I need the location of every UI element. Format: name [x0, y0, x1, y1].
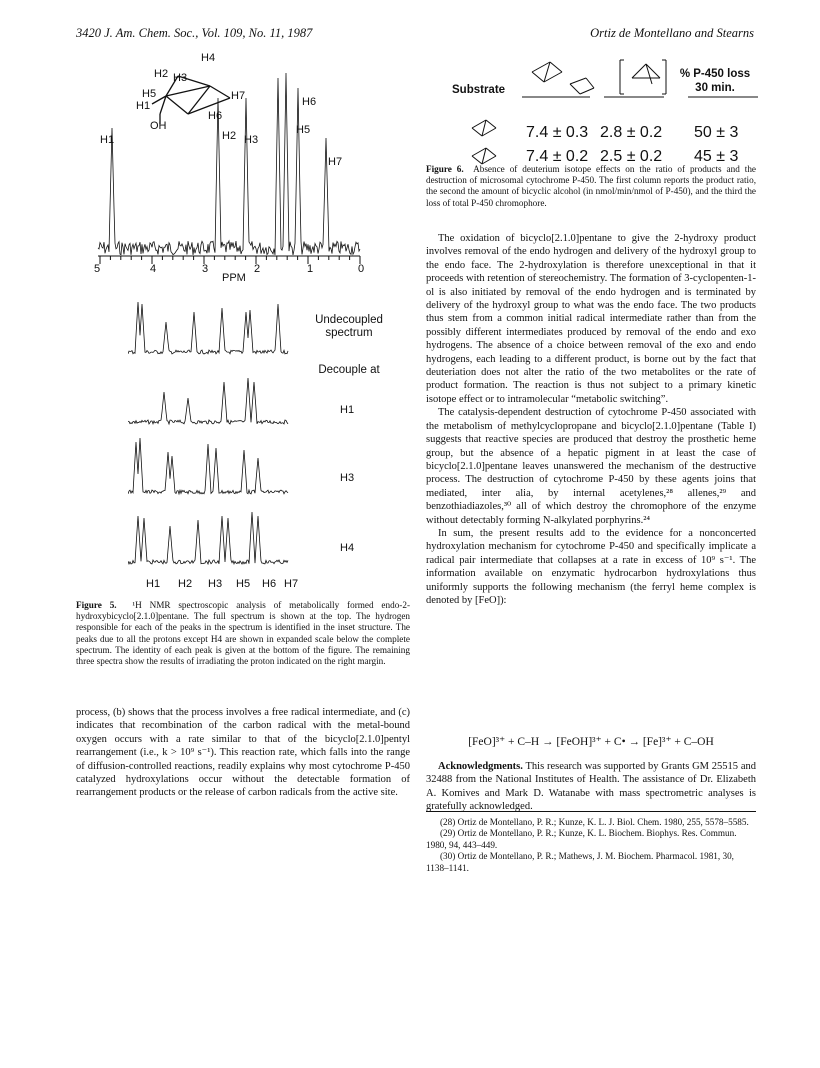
bottom-label-h7: H7	[284, 578, 299, 590]
table-header-structures	[520, 54, 670, 98]
running-header-left: 3420 J. Am. Chem. Soc., Vol. 109, No. 11, 1987	[76, 26, 313, 40]
peak-label-h5: H5	[296, 124, 311, 136]
panel-label-h3: H3	[340, 472, 355, 484]
table-header-rules	[520, 96, 760, 100]
figure-6-table	[450, 52, 756, 172]
axis-tick-4: 4	[150, 263, 157, 275]
axis-tick-2: 2	[254, 263, 261, 275]
acknowledgments	[426, 760, 756, 814]
figure-5-caption	[76, 600, 410, 667]
figure-5-caption-text: ¹H NMR spectroscopic analysis of metabolically formed endo-2-hydroxybicyclo[2.1.0]pentane. The full spectrum is shown at the top. The hydrogen responsible for each of the peaks in the spectrum is identified in the inset structure. The peaks due to all the protons except H4 are shown in expanded scale below the complete spectrum. The identity of each peak is given at the bottom of the figure. The remaining three spectra show the results of irradiating the proton indicated on the right margin.	[76, 600, 411, 667]
row2-ratio: 7.4 ± 0.2	[526, 148, 589, 165]
peak-label-h1: H1	[100, 134, 115, 146]
figure-6-label: Figure 6.	[426, 164, 464, 174]
bottom-label-h5: H5	[236, 578, 251, 590]
axis-tick-5: 5	[94, 263, 101, 275]
table-header-time: 30 min.	[695, 82, 735, 94]
bottom-label-h3: H3	[208, 578, 223, 590]
peak-label-h2: H2	[222, 130, 237, 142]
table-substrate-structures	[456, 112, 504, 172]
acknowledgments-heading: Acknowledgments.	[438, 761, 523, 772]
panel-label-h4: H4	[340, 542, 355, 554]
paragraph-oxidation: The oxidation of bicyclo[2.1.0]pentane to give the 2-hydroxy product involves removal of the endo hydrogen and delivery of the hydroxyl group to the endo face. The 2-hydroxylation is therefore unexceptional in that it proceeds with retention of stereochemistry. The formation of 3-cyclopenten-1-ol is also initiated by removal of the endo hydrogen and is terminated by delivery of the hydroxyl group to what was the endo face. The two products thus stem from a common initial radical intermediate rather than from the possibly different intermediates produced by removal of the endo and exo hydrogens. The absence of a choice between removal of the exo and endo hydrogens, each leading to a different product, is borne out by the fact that deuteriation does not alter the ratio of the two metabolites or the rate of product formation. The reaction is thus not subject to a primary kinetic isotope effect or to intramolecular “metabolic switching”.	[426, 233, 756, 405]
running-header-right: Ortiz de Montellano and Stearns	[590, 26, 754, 40]
figure-6-caption	[426, 164, 756, 209]
bottom-label-h1: H1	[146, 578, 161, 590]
panel-label-decouple-at: Decouple at	[318, 364, 380, 376]
panel-label-h1: H1	[340, 404, 355, 416]
references	[426, 817, 756, 874]
axis-tick-1: 1	[307, 263, 314, 275]
figure-6-caption-text: Absence of deuterium isotope effects on the ratio of products and the destruction of microsomal cytochrome P-450. The first column reports the product ratio, the second the amount of bicyclic alcohol (in nmol/min/nmol of P-450), and the third the loss of total P-450 chromophore.	[426, 164, 756, 208]
figure-5	[78, 52, 408, 612]
bottom-label-h2: H2	[178, 578, 193, 590]
full-nmr-spectrum	[78, 52, 408, 292]
struct-label-h2: H2	[154, 68, 169, 80]
bottom-label-h6: H6	[262, 578, 277, 590]
figure-5-label: Figure 5.	[76, 600, 117, 610]
struct-label-oh: OH	[150, 120, 167, 132]
row2-alcohol: 2.5 ± 0.2	[600, 148, 663, 165]
table-header-p450-loss: % P-450 loss	[679, 68, 751, 80]
paragraph-destruction: The catalysis-dependent destruction of cytochrome P-450 associated with the metabolism of methylcyclopropane and bicyclo[2.1.0]pentane (Table I) suggests that reactive species are produced that destroy the prosthetic heme group, but the absence of a hepatic pigment in at least the case of bicyclo[2.1.0]pentane leaves unanswered the mechanism of the destructive process. The destruction of cytochrome P-450 by these agents joins that mediated, inter alia, by internal acetylenes,²⁸ allenes,²⁹ and benzothiadiazoles,³⁰ all of which destroy the chromophore of the enzyme without detectably forming N-alkylated porphyrins.²⁴	[426, 407, 756, 526]
table-header-substrate: Substrate	[452, 84, 506, 96]
struct-label-h3: H3	[173, 72, 188, 84]
struct-label-h4: H4	[201, 52, 216, 64]
acknowledgments-text: This research was supported by Grants GM 25515 and 32488 from the National Institutes of Health. The assistance of Dr. Elizabeth A. Komives and Mark D. Watanabe with mass spectrometric analyses is gratefully acknowledged.	[426, 761, 756, 813]
row2-loss: 45 ± 3	[694, 148, 739, 165]
peak-label-h6: H6	[302, 96, 317, 108]
mechanism-equation: [FeO]³⁺ + C–H → [FeOH]³⁺ + C• → [Fe]³⁺ + C–OH	[468, 736, 714, 748]
references-rule	[426, 811, 756, 812]
paragraph-summary: In sum, the present results add to the evidence for a nonconcerted hydroxylation mechanism for cytochrome P-450 and specifically implicate a radical pair intermediate that collapses at a rate in excess of 10⁹ s⁻¹. The information available on enzymatic hydrocarbon hydroxylations thus uniformly supports the following mechanism (the ferryl heme complex is denoted by [FeO]):	[426, 527, 756, 606]
reference-30: (30) Ortiz de Montellano, P. R.; Mathews, J. M. Biochem. Pharmacol. 1981, 30, 1138–1141.	[426, 851, 734, 873]
struct-label-h5: H5	[142, 88, 157, 100]
reference-28: (28) Ortiz de Montellano, P. R.; Kunze, K. L. J. Biol. Chem. 1980, 255, 5578–5585.	[440, 817, 749, 827]
struct-label-h1: H1	[136, 100, 151, 112]
row1-alcohol: 2.8 ± 0.2	[600, 124, 663, 141]
expanded-spectra	[128, 292, 328, 592]
peak-label-h7: H7	[328, 156, 343, 168]
row1-ratio: 7.4 ± 0.3	[526, 124, 589, 141]
axis-tick-3: 3	[202, 263, 209, 275]
axis-tick-0: 0	[358, 263, 365, 275]
right-column-body	[426, 232, 756, 607]
struct-label-h6: H6	[208, 110, 223, 122]
axis-label-ppm: PPM	[222, 272, 246, 284]
panel-label-undecoupled: Undecoupled spectrum	[315, 314, 383, 339]
struct-label-h7: H7	[231, 90, 246, 102]
left-column-text: process, (b) shows that the process involves a free radical intermediate, and (c) indicates that recombination of the carbon radical with the metal-bound oxygen occurs with a rate similar to that of the bicyclo[2.1.0]pentyl rearrangement (i.e., k > 10⁹ s⁻¹). This reaction rate, which falls into the range of diffusion-controlled reactions, readily explains why most cytochrome P-450 catalyzed hydroxylations occur without the detectable formation of rearrangement products or the release of carbon radicals from the active site.	[76, 707, 410, 799]
peak-label-h3: H3	[244, 134, 259, 146]
reference-29: (29) Ortiz de Montellano, P. R.; Kunze, K. L. Biochem. Biophys. Res. Commun. 1980, 94, 443–449.	[426, 828, 737, 850]
row1-loss: 50 ± 3	[694, 124, 739, 141]
